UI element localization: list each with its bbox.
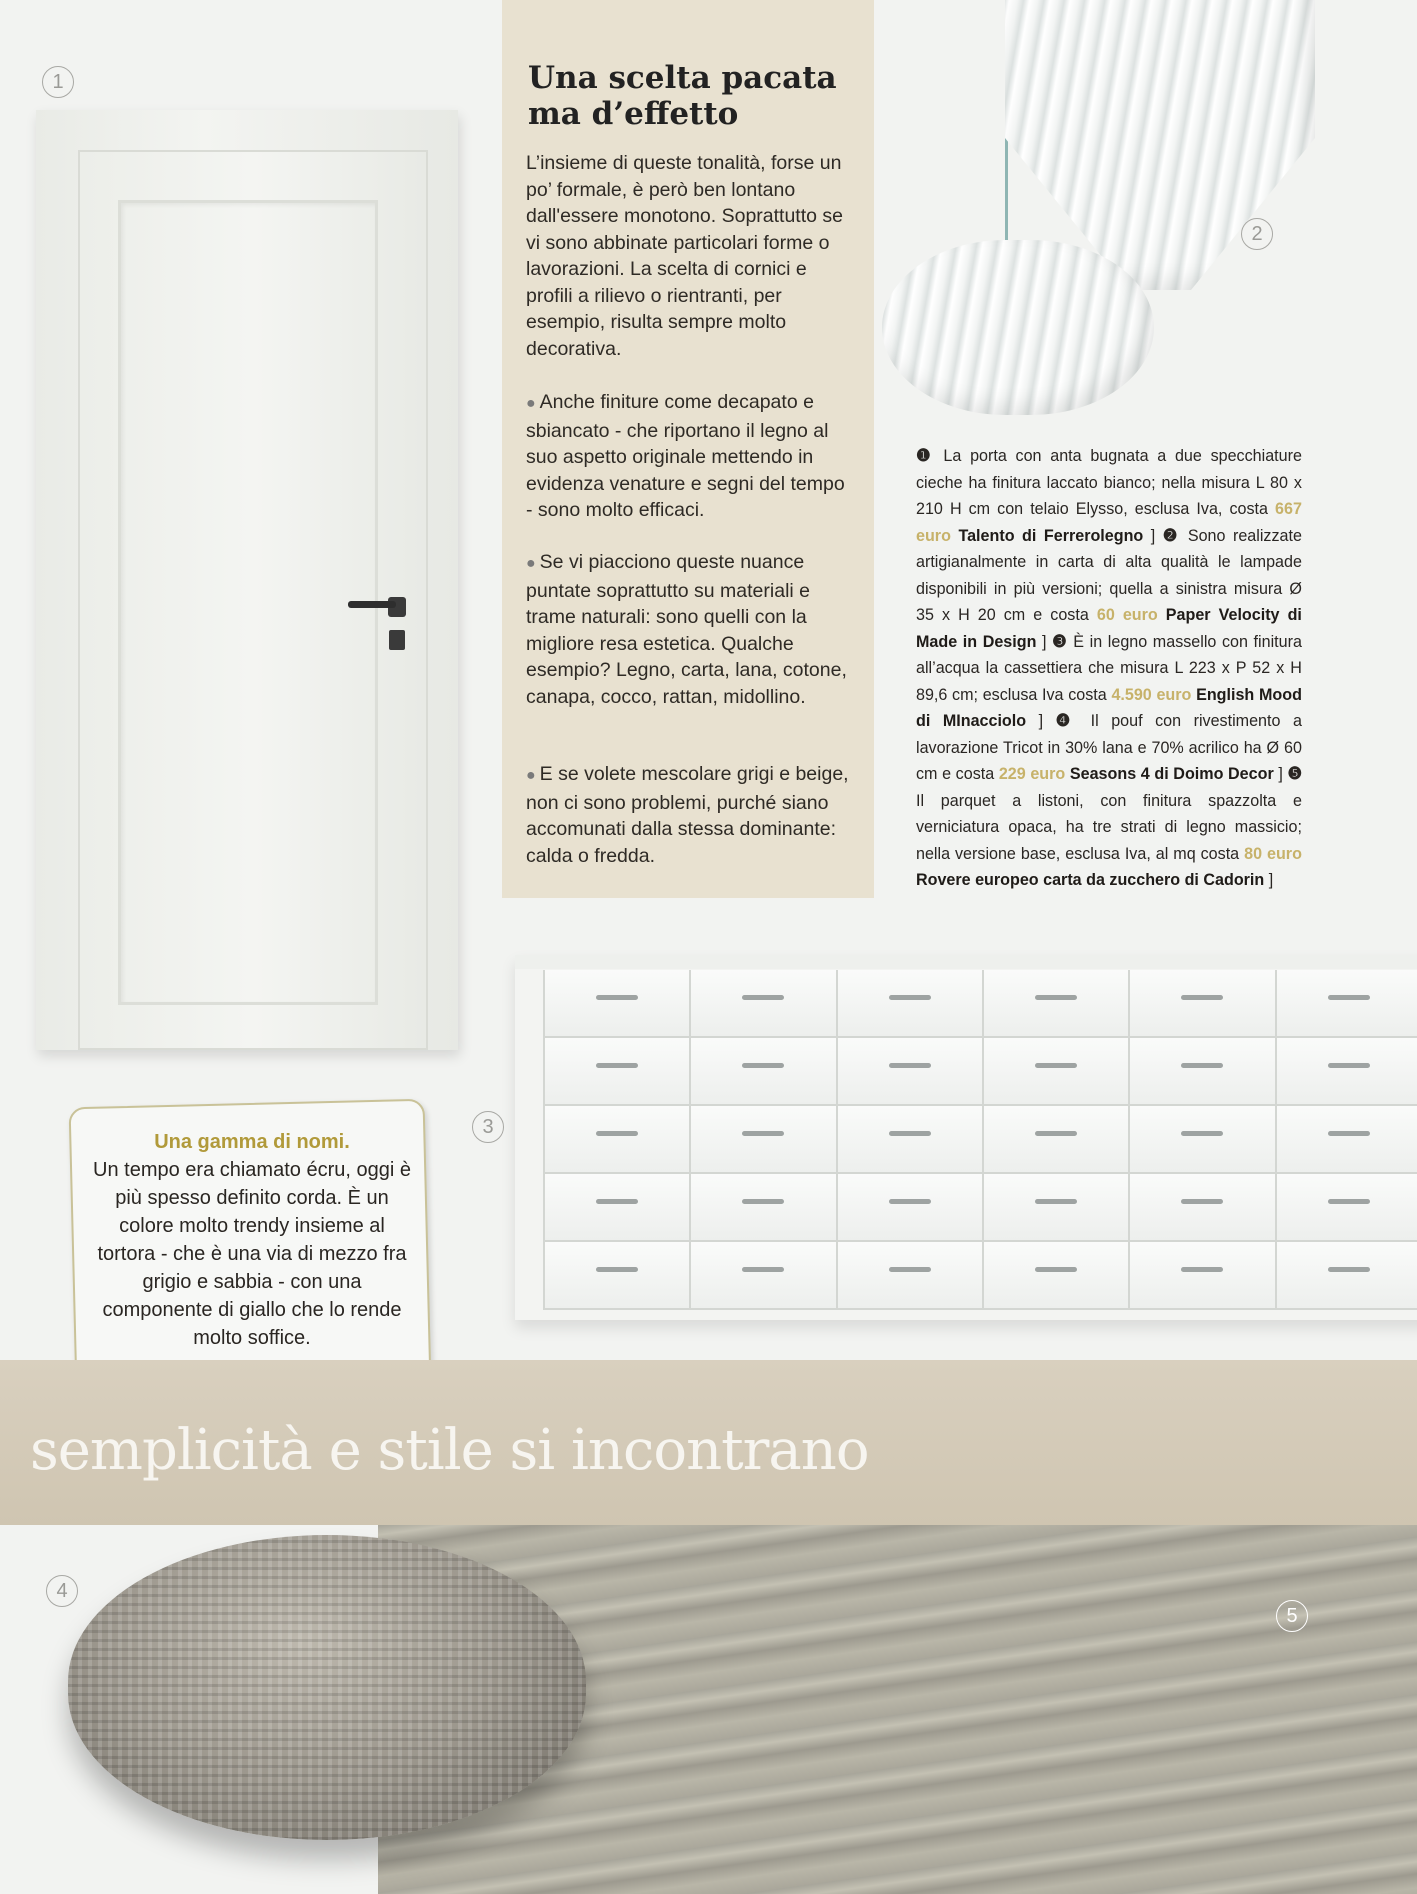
drawer-pull	[1181, 1199, 1223, 1204]
drawer	[1277, 1242, 1417, 1310]
drawer	[1277, 1174, 1417, 1242]
drawer	[545, 1242, 691, 1310]
drawer	[545, 1174, 691, 1242]
drawer-pull	[596, 1267, 638, 1272]
drawer-pull	[742, 1131, 784, 1136]
bullet-icon: ●	[526, 767, 536, 784]
paper-lamp-small	[882, 240, 1154, 415]
drawer-pull	[889, 995, 931, 1000]
drawer-pull	[596, 1131, 638, 1136]
door-panel	[118, 200, 378, 1005]
caption-item-4: ❹ Il pouf con rivestimento a lavorazione Tricot in 30% lana e 70% acrilico ha Ø 60 cm e costa 229 euro Seasons 4 di Doimo Decor ]	[916, 711, 1302, 783]
drawer-pull	[1035, 1063, 1077, 1068]
drawer	[691, 1242, 837, 1310]
bullet-paragraph-2: ● Se vi piacciono queste nuance puntate soprattutto su materiali e trame naturali: sono quelli con la migliore resa estetica. Qualche esempio? Legno, carta, lana, cotone, canapa, cocco, rattan, midollino.	[526, 551, 847, 708]
note-body: Un tempo era chiamato écru, oggi è più spesso definito corda. È un colore molto trendy insieme al tortora - che è una via di mezzo fra grigio e sabbia - con una componente di giallo che lo rende molto soffice.	[93, 1159, 411, 1349]
drawer	[545, 1038, 691, 1106]
drawer	[1130, 1038, 1276, 1106]
drawer	[1277, 970, 1417, 1038]
drawer-pull	[1035, 995, 1077, 1000]
drawer	[691, 1106, 837, 1174]
knitted-pouf-image	[68, 1535, 586, 1840]
drawer	[838, 1106, 984, 1174]
item-number-5: 5	[1276, 1600, 1308, 1632]
drawer	[838, 1242, 984, 1310]
drawer	[1277, 1106, 1417, 1174]
drawer-pull	[1181, 1063, 1223, 1068]
drawer-pull	[889, 1131, 931, 1136]
drawer-pull	[1328, 1131, 1370, 1136]
drawer-pull	[889, 1199, 931, 1204]
drawer-pull	[742, 1063, 784, 1068]
door-keyhole	[389, 630, 405, 650]
banner-headline: semplicità e stile si incontrano	[30, 1418, 869, 1483]
drawer-pull	[1035, 1199, 1077, 1204]
drawer-pull	[889, 1267, 931, 1272]
caption-item-1: ❶ La porta con anta bugnata a due specchiature cieche ha finitura laccato bianco; nella misura L 80 x 210 H cm con telaio Elysso, esclusa Iva, costa 667 euro Talento di Ferrerolegno ]	[916, 446, 1302, 545]
drawer	[838, 970, 984, 1038]
drawer-grid	[543, 970, 1417, 1310]
caption-item-5: ❺ Il parquet a listoni, con finitura spazzolta e verniciatura opaca, ha tre strati di legno massicio; nella versione base, esclusa Iva, al mq costa 80 euro Rovere europeo carta da zucchero di Cadorin ]	[916, 764, 1302, 889]
intro-paragraph: L’insieme di queste tonalità, forse un po’ formale, è però ben lontano dall'essere monotono. Soprattutto se vi sono abbinate particolari forme o lavorazioni. La scelta di cornici e profili a rilievo o rientranti, per esempio, risulta sempre molto decorativa.	[526, 152, 843, 360]
drawer	[1130, 970, 1276, 1038]
caption-item-2: ❷ Sono realizzate artigianalmente in carta di alta qualità le lampade disponibili in più versioni; quella a sinistra misura Ø 35 x H 20 cm e costa 60 euro Paper Velocity di Made in Design ]	[916, 525, 1302, 651]
drawer	[691, 1038, 837, 1106]
bullet-icon: ●	[526, 395, 536, 412]
drawer	[838, 1174, 984, 1242]
drawer	[691, 1174, 837, 1242]
article-title: Una scelta pacata ma d’effetto	[528, 60, 837, 132]
item-number-3: 3	[472, 1111, 504, 1143]
sidebar-note	[92, 1128, 412, 1352]
drawer-pull	[889, 1063, 931, 1068]
caption-item-3: ❸ È in legno massello con finitura all’acqua la cassettiera che misura L 223 x P 52 x H 89,6 cm; esclusa Iva costa 4.590 euro English Mood di MInacciolo ]	[916, 631, 1302, 730]
drawer-pull	[1035, 1131, 1077, 1136]
drawer-pull	[742, 995, 784, 1000]
item-number-2: 2	[1241, 218, 1273, 250]
drawer-pull	[1328, 1199, 1370, 1204]
drawer	[984, 1038, 1130, 1106]
drawer-pull	[1035, 1267, 1077, 1272]
drawer	[1130, 1174, 1276, 1242]
drawer	[1277, 1038, 1417, 1106]
drawer	[545, 970, 691, 1038]
drawer	[1130, 1242, 1276, 1310]
drawer-pull	[742, 1199, 784, 1204]
drawer	[545, 1106, 691, 1174]
drawer-pull	[596, 995, 638, 1000]
bullet-paragraph-1: ● Anche finiture come decapato e sbiancato - che riportano il legno al suo aspetto originale mettendo in evidenza venature e segni del tempo - sono molto efficaci.	[526, 391, 845, 521]
drawer-pull	[742, 1267, 784, 1272]
bullet-paragraph-3: ● E se volete mescolare grigi e beige, non ci sono problemi, purché siano accomunati dalla stessa dominante: calda o fredda.	[526, 763, 849, 867]
bullet-icon: ●	[526, 555, 536, 572]
drawer-pull	[1181, 1131, 1223, 1136]
drawer-pull	[1328, 1063, 1370, 1068]
drawer	[1130, 1106, 1276, 1174]
drawer	[984, 1174, 1130, 1242]
drawer-pull	[1181, 995, 1223, 1000]
item-number-4: 4	[46, 1575, 78, 1607]
drawer-pull	[1181, 1267, 1223, 1272]
drawer-pull	[596, 1063, 638, 1068]
item-number-1: 1	[42, 66, 74, 98]
drawer-pull	[1328, 1267, 1370, 1272]
drawer	[838, 1038, 984, 1106]
note-title: Una gamma di nomi.	[154, 1131, 350, 1153]
drawer	[691, 970, 837, 1038]
drawer	[984, 1106, 1130, 1174]
product-caption	[916, 443, 1302, 894]
door-handle	[348, 601, 396, 608]
drawer	[984, 1242, 1130, 1310]
drawer-pull	[596, 1199, 638, 1204]
drawer	[984, 970, 1130, 1038]
drawer-pull	[1328, 995, 1370, 1000]
